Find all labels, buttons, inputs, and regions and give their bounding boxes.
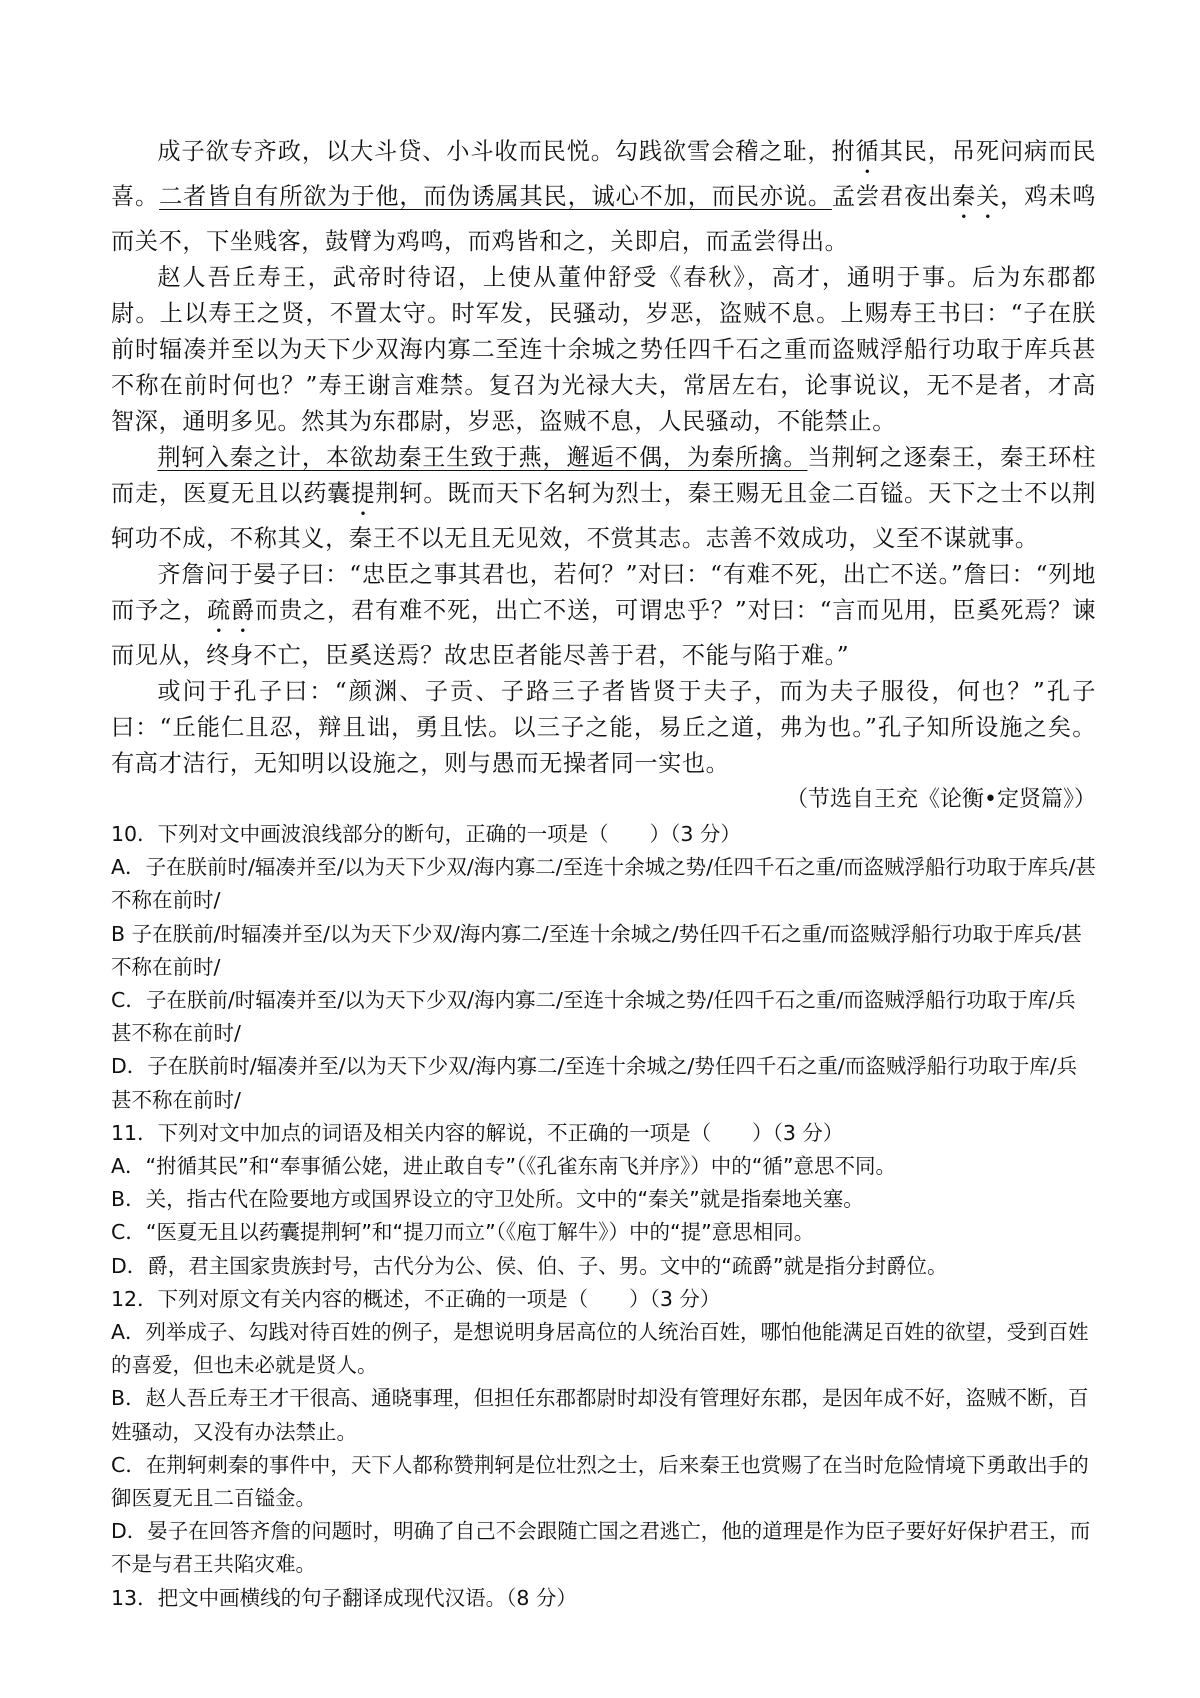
passage-text: 孟尝君夜出 (831, 183, 953, 210)
passage-text: 拊 (831, 138, 856, 165)
passage-text: 而贵之，君有难不死，出亡不送，可谓忠乎？”对曰：“言而见用，臣奚死焉？谏而见从，终身不亡，臣奚送焉？故忠臣者能尽善于君，不能与陷于难。” (111, 597, 1096, 669)
option-b: B．赵人吾丘寿王才干很高、通晓事理，但担任东郡都尉时却没有管理好东郡，是因年成不好，盗贼不断，百姓骚动，又没有办法禁止。 (111, 1386, 1089, 1444)
exam-page (111, 134, 1096, 1615)
passage-text: 当荆轲之逐秦王，秦王环柱而走，医夏无且以药囊 (111, 444, 1096, 507)
question-10 (111, 818, 1096, 1117)
option-d: D．爵，君主国家贵族封号，古代分为公、侯、伯、子、男。文中的“疏爵”就是指分封爵位。 (111, 1253, 948, 1278)
option-a: A．列举成子、勾践对待百姓的例子，是想说明身居高位的人统治百姓，哪怕他能满足百姓的欲望，受到百姓的喜爱，但也未必就是贤人。 (111, 1320, 1089, 1378)
option-d: D．子在朕前时/辐凑并至/以为天下少双/海内寡二/至连十余城之/势任四千石之重/而盗贼浮船行功取于库/兵甚不称在前时/ (111, 1054, 1078, 1112)
passage-paragraph-4 (111, 557, 1096, 674)
passage-text: 其民，吊死问病而民喜。 (111, 138, 1096, 210)
dotted-word: 疏 (207, 597, 231, 624)
option-d: D．晏子在回答齐詹的问题时，明确了自己不会跟随亡国之君逃亡，他的道理是作为臣子要好好保护君王，而不是与君王共陷灾难。 (111, 1519, 1091, 1577)
option-c: C．在荆轲刺秦的事件中，天下人都称赞荆轲是位壮烈之士，后来秦王也赏赐了在当时危险情境下勇敢出手的御医夏无且二百镒金。 (111, 1452, 1089, 1511)
option-b: B 子在朕前/时辐凑并至/以为天下少双/海内寡二/至连十余城之/势任四千石之重/而盗贼浮船行功取于库兵/甚不称在前时/ (111, 921, 1082, 979)
option-a: A．“拊循其民”和“奉事循公姥，进止敢自专”（《孔雀东南飞并序》）中的“循”意思不同。 (111, 1154, 896, 1179)
passage-paragraph-5: 或问于孔子曰：“颜渊、子贡、子路三子者皆贤于夫子，而为夫子服役，何也？”孔子曰：“丘能仁且忍，辩且诎，勇且怯。以三子之能，易丘之道，弗为也。”孔子知所设施之矣。有高才洁行，无知明以设施之，则与愚而无操者同一实也。 (111, 678, 1096, 777)
dotted-word: 提 (351, 480, 376, 507)
dotted-word: 关 (976, 183, 1001, 210)
dotted-word: 爵 (231, 597, 255, 624)
question-11 (111, 1117, 1096, 1283)
passage-source: （节选自王充《论衡•定贤篇》） (786, 787, 1096, 812)
question-stem: 11．下列对文中加点的词语及相关内容的解说，不正确的一项是（ ）（3 分） (111, 1120, 844, 1145)
passage-text: 成子欲专齐政，以大斗贷、小斗收而民悦。勾践欲雪会稽之耻， (157, 138, 832, 165)
passage-paragraph-2: 赵人吾丘寿王，武帝时待诏，上使从董仲舒受《春秋》，高才，通明于事。后为东郡都尉。上以寿王之贤，不置太守。时军发，民骚动，岁恶，盗贼不息。上赐寿王书曰：“子在朕前时辐凑并至以为天下少双海内寡二至连十余城之势任四千石之重而盗贼浮船行功取于库兵甚不称在前时何也？”寿王谢言难禁。复召为光禄大夫，常居左右，论事说议，无不是者，才高智深，通明多见。然其为东郡尉，岁恶，盗贼不息，人民骚动，不能禁止。 (111, 264, 1096, 435)
option-a: A．子在朕前时/辐凑并至/以为天下少双/海内寡二/至连十余城之势/任四千石之重/而盗贼浮船行功取于库兵/甚不称在前时/ (111, 855, 1096, 913)
passage-text: 荆轲。既而天下名轲为烈士，秦王赐无且金二百镒。天下之士不以荆轲功不成，不称其义，秦王不以无且无见效，不赏其志。志善不效成功，义至不谋就事。 (111, 480, 1097, 552)
question-13 (111, 1582, 1096, 1615)
question-stem: 10．下列对文中画波浪线部分的断句，正确的一项是（ ）（3 分） (111, 822, 741, 846)
option-b: B．关，指古代在险要地方或国界设立的守卫处所。文中的“秦关”就是指秦地关塞。 (111, 1187, 864, 1212)
underlined-sentence: 二者皆自有所欲为于他，而伪诱属其民，诚心不加，而民亦说。 (159, 183, 832, 210)
underlined-sentence: 荆轲入秦之计，本欲劫秦王生致于燕，邂逅不偶，为秦所擒。 (157, 444, 808, 471)
passage-text: ，鸡未鸣而关不，下坐贱客，鼓臂为鸡鸣，而鸡皆和之，关即启，而孟尝得出。 (111, 183, 1096, 255)
passage-paragraph-3 (111, 440, 1096, 557)
question-stem: 13．把文中画横线的句子翻译成现代汉语。（8 分） (111, 1585, 577, 1610)
question-12 (111, 1283, 1096, 1582)
dotted-word: 循 (855, 138, 880, 165)
option-c: C．子在朕前/时辐凑并至/以为天下少双/海内寡二/至连十余城之势/任四千石之重/而盗贼浮船行功取于库/兵甚不称在前时/ (111, 988, 1076, 1046)
option-c: C．“医夏无且以药囊提荆轲”和“提刀而立”（《庖丁解牛》）中的“提”意思相同。 (111, 1220, 815, 1245)
passage-paragraph-1 (111, 134, 1096, 260)
passage-text: 齐詹问于晏子曰：“忠臣之事其君也，若何？”对曰：“有难不死，出亡不送。”詹曰：“列地而予之， (111, 561, 1096, 624)
dotted-word: 秦 (952, 183, 977, 210)
question-stem: 12．下列对原文有关内容的概述，不正确的一项是（ ）（3 分） (111, 1286, 721, 1311)
